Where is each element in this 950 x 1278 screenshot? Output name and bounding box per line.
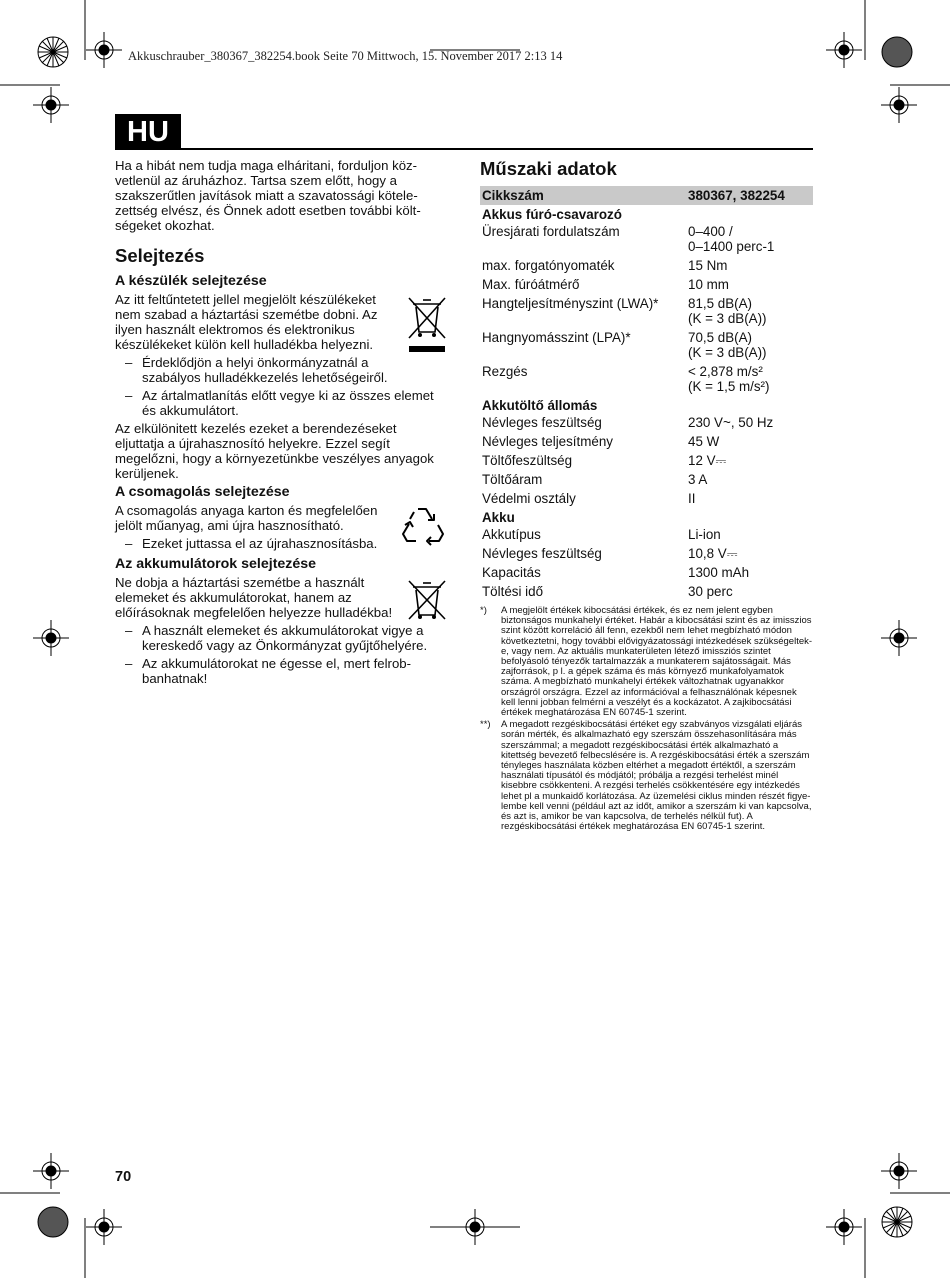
page-number: 70 [115,1169,132,1185]
battery-disposal-text: Ne dobja a háztartási szemétbe a használt elemeket és akkumulátorokat, hanem az előírásoknak megfelelően helyezze hulladékba! [115,575,393,620]
spec-label: Cikkszám [480,186,686,205]
spec-value: 81,5 dB(A) (K = 3 dB(A)) [688,296,767,326]
spec-value: 10,8 V⎓ [688,546,738,561]
spec-label: Rezgés [482,364,528,379]
spec-section-label: Akkutöltő állomás [482,398,598,413]
spec-row [480,544,813,563]
spec-row [480,470,813,489]
packaging-disposal-text: A csomagolás anyaga karton és megfelelően jelölt műanyag, ami újra hasznosítható. [115,503,378,533]
book-header: Akkuschrauber_380367_382254.book Seite 70 Mittwoch, 15. November 2017 2:13 14 [128,49,563,63]
spec-header-row [480,186,813,205]
recycling-icon [399,503,449,551]
spec-value: 0–400 / 0–1400 perc-1 [688,224,775,254]
technical-data-title: Műszaki adatok [480,158,617,179]
spec-label: Üresjárati fordulatszám [482,224,620,239]
specs-table [480,186,813,601]
spec-value: 12 V⎓ [688,453,727,468]
spec-label: Akkutípus [482,527,541,542]
list-item: – A használt elemeket és akkumulátorokat vigye a kereskedő vagy az Önkormányzat gyűjtőhelyére. [125,623,428,653]
language-badge: HU [115,114,181,150]
footnote [480,606,813,718]
spec-label: max. forgatónyomaték [482,258,615,273]
spec-label: Töltési idő [482,584,544,599]
spec-row [480,362,813,396]
footnote-marker: **) [480,719,491,731]
spec-row [480,328,813,362]
spec-section-row [480,205,813,222]
spec-label: Max. fúróátmérő [482,277,580,292]
spec-value: 70,5 dB(A) (K = 3 dB(A)) [688,330,767,360]
device-disposal-title: A készülék selejtezése [115,273,267,289]
right-column [480,158,813,601]
spec-row [480,256,813,275]
spec-value: 380367, 382254 [686,186,813,205]
spec-row [480,222,813,256]
spec-row [480,275,813,294]
spec-label: Védelmi osztály [482,491,576,506]
device-disposal-block [115,292,449,385]
spec-value: 30 perc [688,584,733,599]
spec-label: Hangteljesítményszint (LWA)* [482,296,659,311]
spec-row [480,489,813,508]
spec-label: Kapacitás [482,565,541,580]
crossed-bin-with-bar-icon [405,294,449,354]
list-item: – Az ártalmatlanítás előtt vegye ki az összes elemet és akkumulátort. [125,388,434,418]
spec-label: Hangnyomásszint (LPA)* [482,330,631,345]
device-disposal-text: Az itt feltűntetett jellel megjelölt készülékeket nem szabad a háztartási szemétbe dobni. Az ilyen használt elektromos és elektronikus készülékeket külön kell hulladékba helyezni. [115,292,378,352]
spec-row [480,294,813,328]
disposal-title: Selejtezés [115,245,205,266]
footnote [480,720,813,832]
crossed-bin-icon [405,577,449,621]
spec-row [480,413,813,432]
footnote-marker: *) [480,605,487,616]
spec-section-row [480,396,813,413]
footnotes [480,606,813,834]
list-item: – Érdeklődjön a helyi önkormányzatnál a szabályos hulladékkezelés lehetőségeiről. [125,355,388,385]
device-disposal-after: Az elkülönitett kezelés ezeket a berendezéseket eljuttatja a újrahasznosító helyekre. Ezzel segít megelőzni, hogy a környezetünkbe veszélyes anyagok kerüljenek. [115,421,434,481]
spec-value: 15 Nm [688,258,728,273]
spec-row [480,563,813,582]
packaging-disposal-block [115,503,449,551]
left-column [115,158,449,686]
spec-label: Névleges teljesítmény [482,434,613,449]
spec-row [480,432,813,451]
spec-label: Töltőfeszültség [482,453,573,468]
spec-section-label: Akku [482,510,515,525]
spec-section-label: Akkus fúró-csavarozó [482,207,622,222]
intro-paragraph: Ha a hibát nem tudja maga elháritani, forduljon közvetlenül az áruházhoz. Tartsa szem előtt, hogy a szakszerűtlen javítások miatt a szavatossági kötelezettség elvész, és Önnek adott esetben további költségeket okozhat. [115,158,421,233]
spec-section-row [480,508,813,525]
spec-value: II [688,491,696,506]
packaging-disposal-title: A csomagolás selejtezése [115,484,290,500]
list-item: – Az akkumulátorokat ne égesse el, mert felrobbanhatnak! [125,656,412,686]
spec-value: 45 W [688,434,720,449]
spec-value: Li-ion [688,527,721,542]
spec-row [480,525,813,544]
spec-row [480,582,813,601]
list-item: – Ezeket juttassa el az újrahasznosításba. [125,536,378,551]
spec-row [480,451,813,470]
battery-disposal-title: Az akkumulátorok selejtezése [115,556,317,572]
footnote-text: A megjelölt értékek kibocsátási értékek, és ez nem jelent egyben biztonságos munkahelyi értéket. Habár a kibocsátási szint és az imisszios szint között korreláció áll fenn, ezekből nem lehet megbízható módon következtetni, hogy további elővigyázatossági intézkedések szükségeltek-e, vagy nem. Az aktuális munkaterületen létező imissziós szintet befolyásoló tényezők tartalmazzák a munkaterem sajátosságait. Más zajforrások, p l. a gépek száma és más környező munkafolyamatok száma. A megbízható munkahelyi értékek változhatnak ugyanakkor országról országra. Ezzel az információval a felhasználónak képesnek kell lenni jobban felmérni a veszélyt és a kockázatot. A zajkibocsátási értékek meghatározása EN 60745-1 szerint. [501,605,813,719]
spec-value: 3 A [688,472,708,487]
header-rule [181,148,813,150]
spec-value: 230 V~, 50 Hz [688,415,774,430]
battery-disposal-block [115,575,449,620]
spec-value: 1300 mAh [688,565,750,580]
spec-value: < 2,878 m/s² (K = 1,5 m/s²) [688,364,770,394]
footnote-text: A megadott rezgéskibocsátási értéket egy szabványos vizsgálati eljárás során mérték, és alkalmazható egy szerszám összehasonlítására más szerszámmal; a megadott rezgéskibocsátási érték alkalmazható a kitettség bevezető felbecslésére is. A rezgéskibocsátási érték a szerszám tényleges használata közben eltérhet a megadott értéktől, a szerszám használati típusától és módjától; próbálja a rezgési terhelést minél kisebbre csökkenteni. A rezgési terhelés csökkentésére egy intézkedés lehet pl a munkaidő korlátozása. Az üzemelési ciklus minden részét figyelembe kell venni (például azt az időt, amikor a szerszám ki van kapcsolva, és azt is, amikor be van kapcsolva, de terhelés nélkül fut). A rezgéskibocsátási értékek meghatározása EN 60745-1 szerint. [501,719,812,833]
spec-label: Töltőáram [482,472,543,487]
spec-label: Névleges feszültség [482,546,602,561]
spec-value: 10 mm [688,277,729,292]
spec-label: Névleges feszültség [482,415,602,430]
